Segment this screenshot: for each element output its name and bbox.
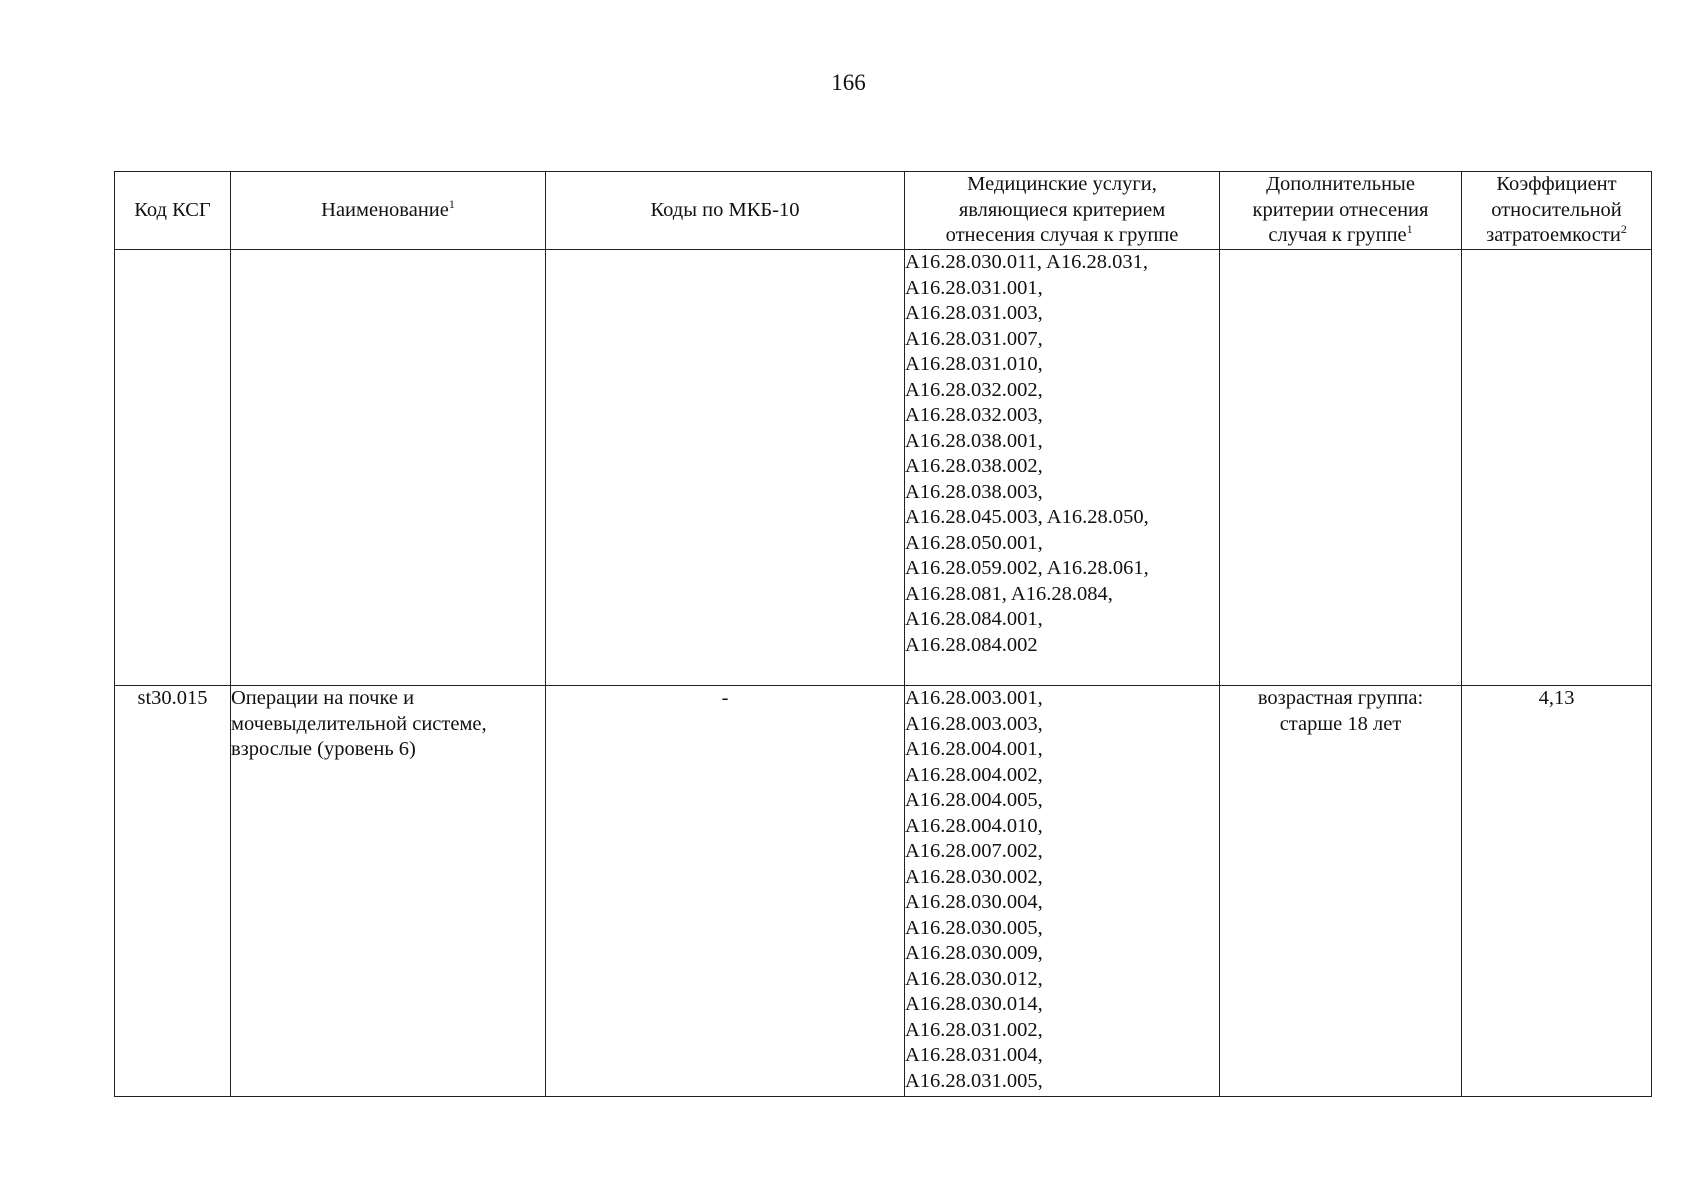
service-code-line: A16.28.031.010, bbox=[905, 353, 1043, 375]
service-code-line: A16.28.004.010, bbox=[905, 814, 1043, 837]
service-code-line: A16.28.007.002, bbox=[905, 840, 1043, 862]
cell-ksg-code: st30.015 bbox=[115, 686, 231, 1097]
service-code-line: A16.28.030.011, A16.28.031, bbox=[905, 251, 1148, 273]
cell-medical-services bbox=[905, 250, 1220, 686]
service-code-line: A16.28.030.004, bbox=[905, 891, 1043, 913]
cell-name bbox=[231, 250, 546, 686]
service-code-line: A16.28.031.002, bbox=[905, 1018, 1043, 1041]
cell-extra-criteria: возрастная группа: старше 18 лет bbox=[1220, 686, 1462, 1097]
service-code-line: A16.28.030.005, bbox=[905, 916, 1043, 939]
cell-medical-services bbox=[905, 686, 1220, 1097]
service-code-line: A16.28.031.001, bbox=[905, 276, 1043, 299]
service-code-line: A16.28.045.003, A16.28.050, bbox=[905, 506, 1149, 528]
service-code-line: A16.28.084.002 bbox=[905, 633, 1038, 656]
service-code-line: A16.28.032.003, bbox=[905, 404, 1043, 426]
service-code-line: A16.28.031.005, bbox=[905, 1069, 1043, 1092]
header-name: Наименование$^1$ bbox=[231, 172, 546, 250]
service-code-line: A16.28.031.004, bbox=[905, 1044, 1043, 1066]
table-row bbox=[115, 686, 1652, 1097]
service-code-line: A16.28.030.009, bbox=[905, 942, 1043, 964]
service-code-line: A16.28.050.001, bbox=[905, 531, 1043, 554]
service-code-line: A16.28.030.012, bbox=[905, 967, 1043, 990]
service-code-line: A16.28.003.003, bbox=[905, 712, 1043, 735]
table-header-row bbox=[115, 172, 1652, 250]
service-code-line: A16.28.081, A16.28.084, bbox=[905, 582, 1113, 605]
header-cost-coefficient: Коэффициент относительной затратоемкости$^2$ bbox=[1462, 172, 1652, 250]
service-code-line: A16.28.038.003, bbox=[905, 480, 1043, 503]
ksg-table bbox=[114, 171, 1652, 1097]
service-code-line: A16.28.038.001, bbox=[905, 429, 1043, 452]
service-code-line: A16.28.004.001, bbox=[905, 738, 1043, 760]
service-code-line: A16.28.003.001, bbox=[905, 687, 1043, 709]
header-ksg-code: Код КСГ bbox=[115, 172, 231, 250]
header-medical-services: Медицинские услуги, являющиеся критерием отнесения случая к группе bbox=[905, 172, 1220, 250]
cell-cost-coefficient bbox=[1462, 250, 1652, 686]
service-code-line: A16.28.059.002, A16.28.061, bbox=[905, 557, 1149, 579]
cell-ksg-code bbox=[115, 250, 231, 686]
cell-extra-criteria bbox=[1220, 250, 1462, 686]
service-code-line: A16.28.004.005, bbox=[905, 789, 1043, 811]
cell-icd10-codes: - bbox=[546, 686, 905, 1097]
service-code-line: A16.28.084.001, bbox=[905, 608, 1043, 630]
service-code-line: A16.28.032.002, bbox=[905, 378, 1043, 401]
cell-icd10-codes bbox=[546, 250, 905, 686]
header-icd10-codes: Коды по МКБ-10 bbox=[546, 172, 905, 250]
cell-cost-coefficient: 4,13 bbox=[1462, 686, 1652, 1097]
service-code-line: A16.28.031.007, bbox=[905, 327, 1043, 350]
table-row bbox=[115, 250, 1652, 686]
service-code-line: A16.28.031.003, bbox=[905, 302, 1043, 324]
cell-name: Операции на почке и мочевыделительной системе, взрослые (уровень 6) bbox=[231, 686, 546, 1097]
service-code-line: A16.28.004.002, bbox=[905, 763, 1043, 786]
service-code-line: A16.28.030.014, bbox=[905, 993, 1043, 1015]
service-code-line: A16.28.030.002, bbox=[905, 865, 1043, 888]
header-extra-criteria: Дополнительные критерии отнесения случая к группе$^1$ bbox=[1220, 172, 1462, 250]
page-number: 166 bbox=[831, 70, 866, 95]
service-code-line: A16.28.038.002, bbox=[905, 455, 1043, 477]
